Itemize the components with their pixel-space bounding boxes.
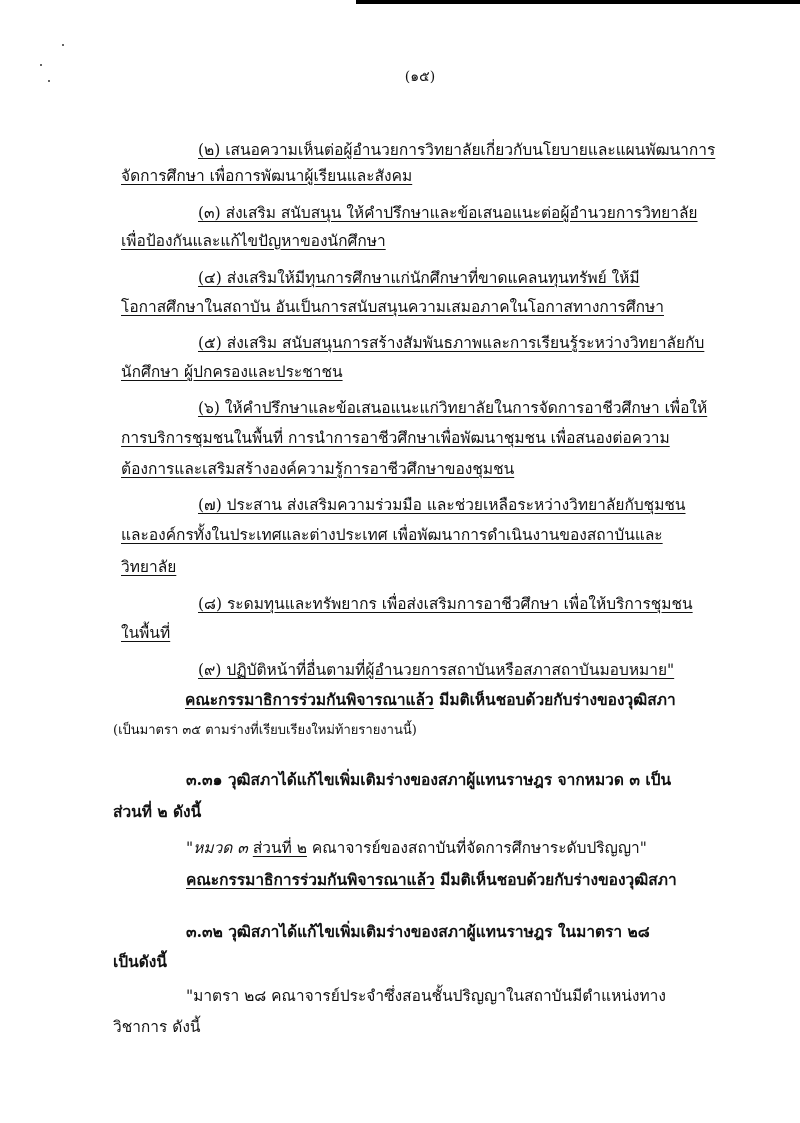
section-3-32-line-1: ๓.๓๒ วุฒิสภาได้แก้ไขเพิ่มเติมร่างของสภาผู้แทนราษฎร ในมาตรา ๒๘ [186, 922, 650, 941]
chapter-heading-line [186, 838, 647, 858]
item-6-line-3: ต้องการและเสริมสร้างองค์ความรู้การอาชีวศึกษาของชุมชน [121, 460, 515, 478]
committee-label: คณะกรรมาธิการร่วมกันพิจารณาแล้ว [186, 870, 435, 889]
item-4-line-1: (๔) ส่งเสริมให้มีทุนการศึกษาแก่นักศึกษาที่ขาดแคลนทุนทรัพย์ ให้มี [198, 269, 640, 287]
scan-edge [356, 0, 800, 4]
section-3-31-line-1: ๓.๓๑ วุฒิสภาได้แก้ไขเพิ่มเติมร่างของสภาผู้แทนราษฎร จากหมวด ๓ เป็น [186, 770, 672, 789]
section-3-32-line-2: เป็นดังนี้ [113, 952, 167, 971]
page-number: (๑๕) [404, 69, 436, 85]
item-2-line-1: (๒) เสนอความเห็นต่อผู้อำนวยการวิทยาลัยเกี่ยวกับนโยบายและแผนพัฒนาการ [198, 141, 716, 159]
committee-resolution-1 [185, 690, 676, 710]
chapter-heading-text: คณาจารย์ของสถาบันที่จัดการศึกษาระดับปริญญา" [311, 839, 647, 857]
item-4-line-2: โอกาสศึกษาในสถาบัน อันเป็นการสนับสนุนความเสมอภาคในโอกาสทางการศึกษา [121, 298, 664, 316]
committee-resolution-2 [186, 870, 677, 890]
section-3-31-line-2: ส่วนที่ ๒ ดังนี้ [113, 802, 202, 821]
chapter-label: หมวด ๓ [193, 839, 248, 857]
item-7-line-2: และองค์กรทั้งในประเทศและต่างประเทศ เพื่อพัฒนาการดำเนินงานของสถาบันและ [121, 526, 663, 544]
item-2-line-2: จัดการศึกษา เพื่อการพัฒนาผู้เรียนและสังคม [121, 167, 413, 185]
article-28-line-2: วิชาการ ดังนี้ [113, 1018, 201, 1036]
item-5-line-2: นักศึกษา ผู้ปกครองและประชาชน [121, 363, 343, 381]
chapter-quote: " [186, 839, 194, 857]
section-note: (เป็นมาตรา ๓๕ ตามร่างที่เรียบเรียงใหม่ท้ายรายงานนี้) [113, 723, 417, 738]
committee-text: มีมติเห็นชอบด้วยกับร่างของวุฒิสภา [434, 870, 677, 889]
article-28-line-1: "มาตรา ๒๘ คณาจารย์ประจำซึ่งสอนชั้นปริญญาในสถาบันมีตำแหน่งทาง [186, 987, 666, 1005]
item-8-line-2: ในพื้นที่ [121, 624, 171, 642]
item-9-line-1: (๙) ปฏิบัติหน้าที่อื่นตามที่ผู้อำนวยการสถาบันหรือสภาสถาบันมอบหมาย" [198, 661, 675, 679]
scan-speck [62, 44, 64, 46]
item-8-line-1: (๘) ระดมทุนและทรัพยากร เพื่อส่งเสริมการอาชีวศึกษา เพื่อให้บริการชุมชน [198, 595, 693, 613]
item-3-line-2: เพื่อป้องกันและแก้ไขปัญหาของนักศึกษา [121, 232, 386, 250]
item-6-line-1: (๖) ให้คำปรึกษาและข้อเสนอแนะแก่วิทยาลัยในการจัดการอาชีวศึกษา เพื่อให้ [198, 399, 708, 417]
item-7-line-3: วิทยาลัย [121, 558, 177, 576]
item-5-line-1: (๕) ส่งเสริม สนับสนุนการสร้างสัมพันธภาพและการเรียนรู้ระหว่างวิทยาลัยกับ [198, 334, 705, 352]
part-label: ส่วนที่ ๒ [252, 839, 307, 857]
item-7-line-1: (๗) ประสาน ส่งเสริมความร่วมมือ และช่วยเหลือระหว่างวิทยาลัยกับชุมชน [198, 496, 686, 514]
committee-label: คณะกรรมาธิการร่วมกันพิจารณาแล้ว [185, 690, 434, 709]
item-3-line-1: (๓) ส่งเสริม สนับสนุน ให้คำปรึกษาและข้อเสนอแนะต่อผู้อำนวยการวิทยาลัย [198, 204, 698, 222]
committee-text: มีมติเห็นชอบด้วยกับร่างของวุฒิสภา [433, 690, 676, 709]
item-6-line-2: การบริการชุมชนในพื้นที่ การนำการอาชีวศึกษาเพื่อพัฒนาชุมชน เพื่อสนองต่อความ [121, 429, 670, 447]
